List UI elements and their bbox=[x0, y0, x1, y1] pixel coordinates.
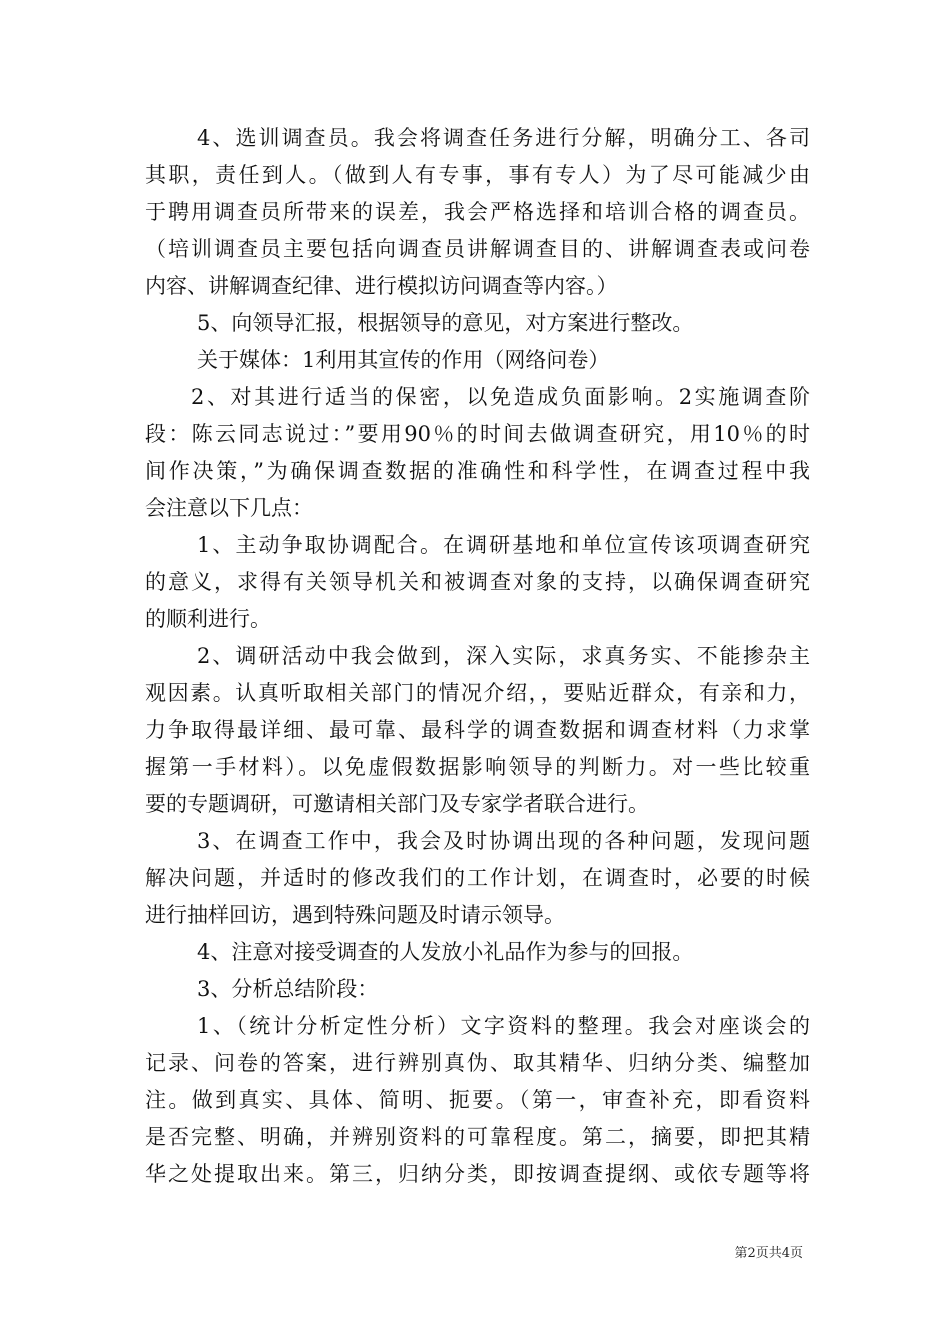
paragraph-line: 会注意以下几点： bbox=[145, 496, 313, 520]
paragraph-line: 关于媒体：1利用其宣传的作用（网络问卷） bbox=[197, 348, 610, 372]
body-text bbox=[145, 120, 810, 1193]
paragraph-line: 握第一手材料）。以免虚假数据影响领导的判断力。对一些比较重 bbox=[145, 755, 810, 779]
paragraph-line: 4、注意对接受调查的人发放小礼品作为参与的回报。 bbox=[197, 940, 694, 964]
paragraph-line: 3、分析总结阶段： bbox=[197, 977, 379, 1001]
paragraph-line: 注。做到真实、具体、简明、扼要。（第一，审查补充，即看资料 bbox=[145, 1088, 810, 1112]
paragraph-line: 2、调研活动中我会做到，深入实际，求真务实、不能掺杂主 bbox=[197, 644, 810, 668]
paragraph-line: 间作决策，”为确保调查数据的准确性和科学性，在调查过程中我 bbox=[145, 459, 810, 483]
paragraph-line: 段：陈云同志说过：”要用90％的时间去做调查研究，用10％的时 bbox=[145, 422, 810, 446]
paragraph-line: 的意义，求得有关领导机关和被调查对象的支持，以确保调查研究 bbox=[145, 570, 810, 594]
paragraph-line: 1、主动争取协调配合。在调研基地和单位宣传该项调查研究 bbox=[197, 533, 810, 557]
paragraph-line: 进行抽样回访，遇到特殊问题及时请示领导。 bbox=[145, 903, 565, 927]
paragraph-line: 解决问题，并适时的修改我们的工作计划，在调查时，必要的时候 bbox=[145, 866, 810, 890]
paragraph-line: 内容、讲解调查纪律、进行模拟访问调查等内容。） bbox=[145, 274, 618, 298]
paragraph-line: 记录、问卷的答案，进行辨别真伪、取其精华、归纳分类、编整加 bbox=[145, 1051, 810, 1075]
paragraph-line: 4、选训调查员。我会将调查任务进行分解，明确分工、各司 bbox=[197, 126, 810, 150]
paragraph-line: 华之处提取出来。第三，归纳分类，即按调查提纲、或依专题等将 bbox=[145, 1162, 810, 1186]
paragraph-line: 的顺利进行。 bbox=[145, 607, 271, 631]
paragraph-line: （培训调查员主要包括向调查员讲解调查目的、讲解调查表或问卷 bbox=[145, 237, 810, 261]
paragraph-line: 是否完整、明确，并辨别资料的可靠程度。第二，摘要，即把其精 bbox=[145, 1125, 810, 1149]
paragraph-line: 5、向领导汇报，根据领导的意见，对方案进行整改。 bbox=[197, 311, 694, 335]
page-number-footer: 第2页共4页 bbox=[734, 1246, 803, 1261]
paragraph-line: 2、对其进行适当的保密，以免造成负面影响。2实施调查阶 bbox=[191, 385, 810, 409]
paragraph-line: 于聘用调查员所带来的误差，我会严格选择和培训合格的调查员。 bbox=[145, 200, 810, 224]
paragraph-line: 观因素。认真听取相关部门的情况介绍，，要贴近群众，有亲和力， bbox=[145, 681, 810, 705]
paragraph-line: 3、在调查工作中，我会及时协调出现的各种问题，发现问题 bbox=[197, 829, 810, 853]
paragraph-line: 其职，责任到人。（做到人有专事，事有专人）为了尽可能减少由 bbox=[145, 163, 810, 187]
paragraph-line: 要的专题调研，可邀请相关部门及专家学者联合进行。 bbox=[145, 792, 649, 816]
paragraph-line: 1、（统计分析定性分析）文字资料的整理。我会对座谈会的 bbox=[197, 1014, 810, 1038]
paragraph-line: 力争取得最详细、最可靠、最科学的调查数据和调查材料（力求掌 bbox=[145, 718, 810, 742]
